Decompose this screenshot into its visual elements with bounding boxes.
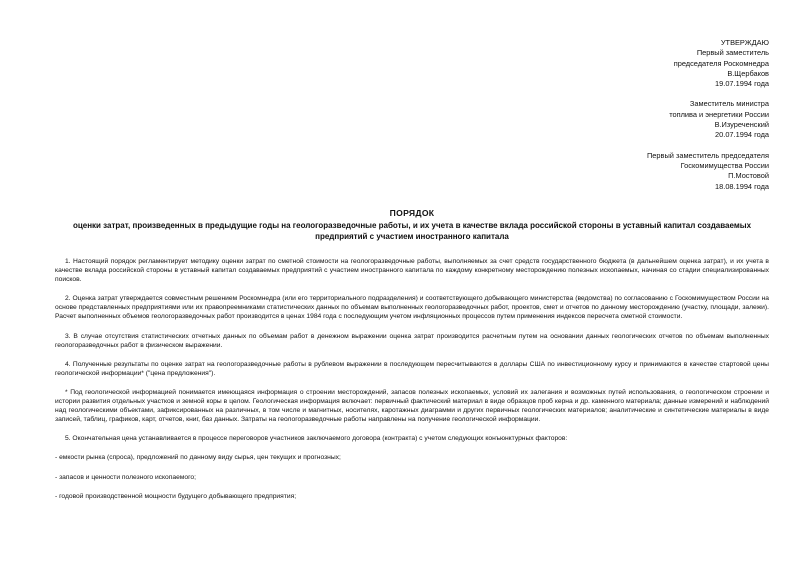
approval-organization: Госкомимущества России: [680, 160, 769, 170]
approval-signatory: П.Мостовой: [728, 171, 769, 181]
document-subtitle: оценки затрат, произведенных в предыдущие годы на геологоразведочные работы, и их учета в качестве вклада российской стороны в уставный капитал создаваемых предприятий с участием иностранного капитала: [72, 221, 752, 241]
approval-position: Заместитель министра: [689, 99, 769, 109]
approval-block: [549, 38, 769, 192]
approval-position: Первый заместитель председателя: [647, 150, 769, 160]
approval-mintopenergo: [549, 99, 769, 140]
approval-date: 19.07.1994 года: [715, 79, 769, 89]
approval-goskomimushchestvo: [549, 151, 769, 192]
list-item-market-capacity: - емкости рынка (спроса), предложений по данному виду сырья, цен текущих и прогнозных;: [55, 454, 341, 462]
approval-signatory: В.Щербаков: [727, 68, 769, 78]
approval-heading: УТВЕРЖДАЮ: [720, 38, 769, 47]
document-title-block: [55, 208, 769, 242]
paragraph-4: 4. Полученные результаты по оценке затрат на геологоразведочные работы в рублевом выражении в последующем пересчитываются в доллары США по инвестиционному курсу и принимаются в качестве стартовой цены геологической информации* ("цена предложения").: [55, 360, 769, 377]
paragraph-2: 2. Оценка затрат утверждается совместным решением Роскомнедра (или его территориального подразделения) и соответствующего добывающего министерства (ведомства) по согласованию с Госкомимуществом России на основе представленных предприятиями или их правопреемниками статистических данных по объемам выполненных геологоразведочных работ, проектов, смет и отчетов по данному месторождению (участку, площади, залежи). Расчет выполненных объемов геологоразведочных работ производится в ценах 1984 года с последующим учетом инфляционных процессов путем применения индексов пересчета сметной стоимости.: [55, 295, 769, 321]
paragraph-3: 3. В случае отсутствия статистических отчетных данных по объемам работ в денежном выражении оценка затрат производится расчетным путем на основании данных геологических отчетов по объемам выполненных геологоразведочных работ в физическом выражении.: [55, 332, 769, 349]
approval-date: 18.08.1994 года: [715, 181, 769, 191]
paragraph-1: 1. Настоящий порядок регламентирует методику оценки затрат по сметной стоимости на геологоразведочные работы, выполняемых за счет средств государственного бюджета (в дальнейшем оценка затрат), и их учета в качестве вклада российской стороны в уставный капитал создаваемых предприятий с участием иностранного капитала по каждому конкретному месторождению полезных ископаемых, начиная со стадии специализированных поисков.: [55, 258, 769, 284]
approval-date: 20.07.1994 года: [715, 130, 769, 140]
approval-organization: председателя Роскомнедра: [673, 58, 769, 68]
approval-organization: топлива и энергетики России: [669, 109, 769, 119]
footnote-geological-information: * Под геологической информацией понимается имеющаяся информация о строении месторождений, запасов полезных ископаемых, условий их залегания и возможных путей использования, о геологическом строении и истории развития отдельных участков и земной коры в целом. Геологическая информация включает: первичный фактический материал в виде образцов проб керна и др. каменного материала; данные измерений и наблюдений над геологическими объектами, зафиксированных на различных, в том числе и магнитных, носителях, каротажных диаграмми и других первичных геологических материалов; аналитические и синтетические материалы в виде записей, таблиц, графиков, карт, отчетов, книг, баз данных. Затраты на геологоразведочные работы направлены на получение геологической информации.: [55, 388, 769, 424]
approval-position: Первый заместитель: [696, 48, 769, 58]
document-title: ПОРЯДОК: [389, 208, 435, 218]
document-body: [55, 257, 769, 501]
approval-signatory: В.Изуреченский: [714, 120, 769, 130]
list-item-production-capacity: - годовой производственной мощности будущего добывающего предприятия;: [55, 492, 297, 500]
list-item-reserves: - запасов и ценности полезного ископаемого;: [55, 473, 196, 481]
approval-roskomnedra: [549, 38, 769, 89]
paragraph-5: 5. Окончательная цена устанавливается в процессе переговоров участников заключаемого договора (контракта) с учетом следующих конъюнктурных факторов:: [65, 435, 568, 443]
